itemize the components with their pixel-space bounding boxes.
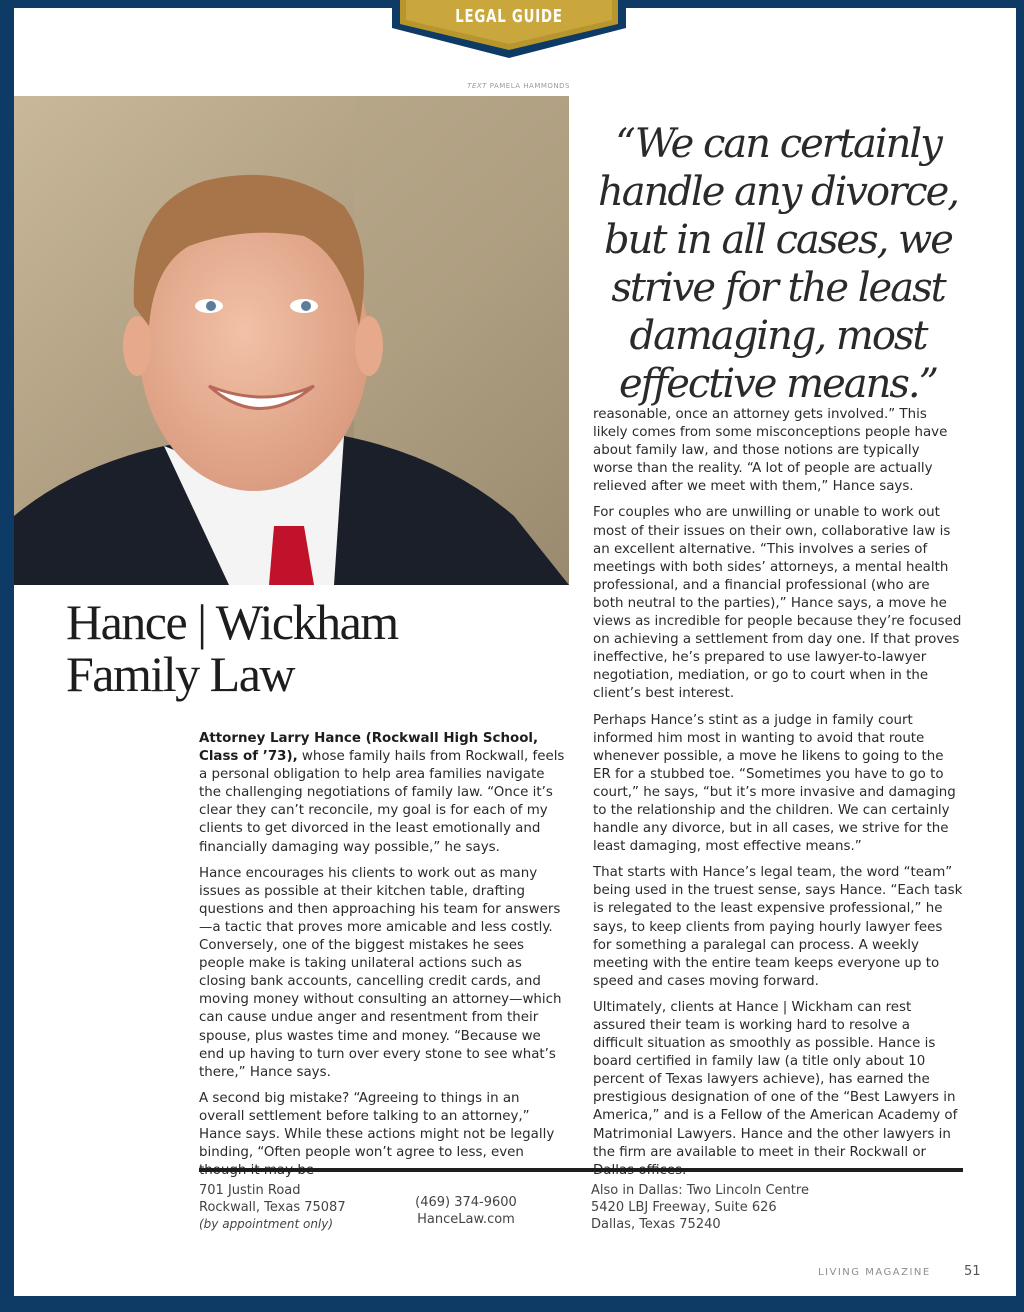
attorney-portrait-photo: [14, 96, 569, 585]
article-left-column: [199, 730, 569, 1188]
rockwall-address: [199, 1182, 346, 1233]
section-banner: [392, 0, 626, 60]
dallas-street: 5420 LBJ Freeway, Suite 626: [591, 1200, 777, 1215]
dallas-address: [591, 1182, 809, 1233]
firm-name-line-2: Family Law: [66, 646, 295, 702]
article-paragraph: [199, 730, 569, 857]
pull-quote: “We can certainly handle any divorce, but in all cases, we strive for the least damaging, most effective means.”: [597, 121, 959, 407]
credit-label: TEXT: [467, 82, 487, 90]
article-paragraph: Hance encourages his clients to work out as many issues as possible at their kitchen table, drafting questions and then approaching his team for answers—a tactic that proves more amicable and less costly. Conversely, one of the biggest mistakes he sees people make is taking unilateral actions such as closing bank accounts, cancelling credit cards, and moving money without consulting an attorney—which can cause undue anger and resentment from their spouse, plus wastes time and money. “Because we end up having to turn over every stone to see what’s there,” Hance says.: [199, 865, 562, 1080]
portrait-illustration: [14, 96, 569, 585]
article-paragraph: reasonable, once an attorney gets involved.” This likely comes from some misconceptions people have about family law, and those notions are typically worse than the reality. “A lot of people are actually relieved after we meet with them,” Hance says.: [593, 407, 948, 495]
rockwall-city: Rockwall, Texas 75087: [199, 1200, 346, 1215]
phone-number[interactable]: (469) 374-9600: [415, 1195, 517, 1210]
article-paragraph: That starts with Hance’s legal team, the word “team” being used in the truest sense, says Hance. “Each task is relegated to the least expensive professional,” he says, to keep clients from paying hourly lawyer fees for something a paralegal can process. A weekly meeting with the entire team keeps everyone up to speed and cases moving forward.: [593, 865, 963, 989]
article-paragraph: A second big mistake? “Agreeing to things in an overall settlement before talking to an attorney,” Hance says. While these actions might not be legally binding, “Often people won’t agree to less, even: [199, 1090, 555, 1161]
intro-text: whose family hails from Rockwall, feels a personal obligation to help area families navigate the challenging negotiations of family law. “Once it’s clear they can’t reconcile, my goal is for each of my clients to get divorced in the least emotionally and financially damaging way possible,” he says.: [199, 749, 565, 855]
appointment-note: (by appointment only): [199, 1217, 334, 1231]
phone-and-web: [414, 1194, 518, 1228]
article-right-column: [593, 406, 963, 1188]
intro-bold-text: Attorney Larry Hance (Rockwall High School, Class of ’73),: [199, 731, 539, 765]
firm-name-line-1: Hance | Wickham: [66, 594, 398, 650]
credit-name: PAMELA HAMMONDS: [489, 82, 570, 90]
dallas-city: Dallas, Texas 75240: [591, 1217, 721, 1232]
firm-name-heading: [66, 596, 526, 700]
dallas-label: Also in Dallas: Two Lincoln Centre: [591, 1183, 809, 1198]
website-link[interactable]: HanceLaw.com: [417, 1212, 515, 1227]
page-number: 51: [964, 1264, 981, 1279]
text-credit: [400, 82, 570, 90]
contact-divider: [199, 1168, 963, 1172]
magazine-name: LIVING MAGAZINE: [818, 1267, 931, 1278]
section-label: LEGAL GUIDE: [455, 6, 563, 27]
article-paragraph: For couples who are unwilling or unable to work out most of their issues on their own, collaborative law is an excellent alternative. “This involves a series of meetings with both sides’ attorneys, a mental health professional, and a financial professional (who are both neutral to the parties),” Hance says, a move he views as incredible for people because they’re focused on achieving a settlement from day one. If that proves ineffective, he’s prepared to use lawyer-to-lawyer negotiation, mediation, or go to court when in the client’s best interest.: [593, 505, 962, 702]
article-paragraph: Perhaps Hance’s stint as a judge in family court informed him most in wanting to avoid that route whenever possible, a move he likens to going to the ER for a stubbed toe. “Sometimes you have to go to court,” he says, “but it’s more invasive and damaging to the relationship and the children. We can certainly handle any divorce, but in all cases, we strive for the least damaging, most effective means.”: [593, 712, 956, 855]
article-paragraph: Ultimately, clients at Hance | Wickham can rest assured their team is working hard to resolve a difficult situation as smoothly as possible. Hance is board certified in family law (a title only about 10 percent of Texas lawyers achieve), has earned the prestigious designation of one of the “Best Lawyers in America,” and is a Fellow of the American Academy of Matrimonial Lawyers. Hance and the other lawyers in the firm are available to meet in their Rockwall or: [593, 999, 958, 1160]
rockwall-street: 701 Justin Road: [199, 1183, 301, 1198]
